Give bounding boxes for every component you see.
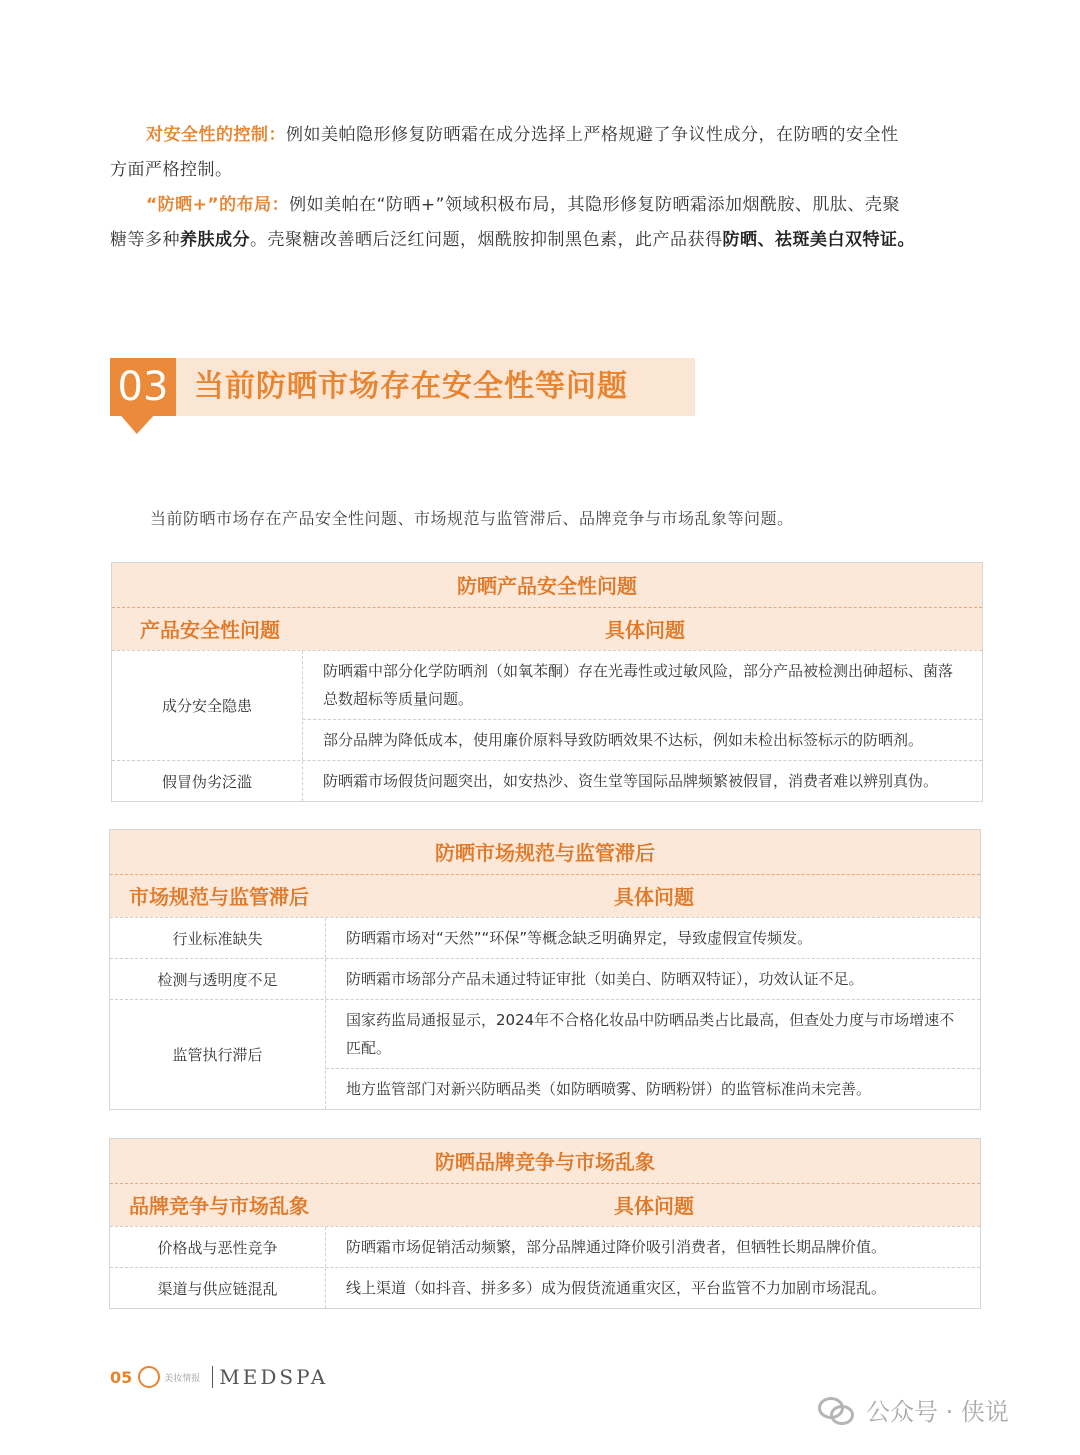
table-caption: 防晒产品安全性问题 [112,563,982,608]
table-row [110,1267,980,1308]
intro-bold-2: 防晒、祛斑美白双特证。 [722,230,915,250]
detail-item: 防晒霜市场对“天然”“环保”等概念缺乏明确界定，导致虚假宣传频发。 [346,929,813,947]
detail-item: 防晒霜中部分化学防晒剂（如氧苯酮）存在光毒性或过敏风险，部分产品被检测出砷超标、菌落总数超标等质量问题。 [323,662,954,708]
table-row [110,917,980,958]
intro-label-safety: 对安全性的控制： [146,125,286,145]
intro-text [110,118,990,258]
page-number: 05 [110,1367,133,1387]
row-details [303,651,982,760]
detail-item: 线上渠道（如抖音、拼多多）成为假货流通重灾区，平台监管不力加剧市场混乱。 [346,1279,887,1297]
table-header [112,608,982,650]
intro-text-2a: 例如美帕在“防晒+”领域积极布局，其隐形修复防晒霜添加烟酰胺、肌肽、壳聚 [289,195,900,215]
detail-item: 国家药监局通报显示，2024年不合格化妆品中防晒品类占比最高，但查处力度与市场增速不匹配。 [346,1011,955,1057]
brand-logo: MEDSPA [219,1365,329,1389]
intro-text-1a: 例如美帕隐形修复防晒霜在成分选择上严格规避了争议性成分，在防晒的安全性 [286,125,899,145]
row-label: 监管执行滞后 [110,1000,326,1109]
intro-paragraph-1 [110,118,990,153]
intro-bold-1: 养肤成分 [180,230,250,250]
row-label: 价格战与恶性竞争 [110,1227,326,1267]
detail-item: 部分品牌为降低成本，使用廉价原料导致防晒效果不达标，例如未检出标签标示的防晒剂。 [303,719,982,760]
table-caption: 防晒市场规范与监管滞后 [110,830,980,875]
table-caption: 防晒品牌竞争与市场乱象 [110,1139,980,1184]
row-label: 检测与透明度不足 [110,959,326,999]
column-header-category: 产品安全性问题 [140,618,280,642]
table-header [110,875,980,917]
intro-paragraph-2-cont [110,223,990,258]
watermark [818,1392,1009,1427]
table-row [112,650,982,760]
table-row [112,760,982,801]
detail-item: 防晒霜市场假货问题突出，如安热沙、资生堂等国际品牌频繁被假冒，消费者难以辨别真伪。 [323,772,939,790]
detail-item: 防晒霜市场促销活动频繁，部分品牌通过降价吸引消费者，但牺牲长期品牌价值。 [346,1238,887,1256]
table-header [110,1184,980,1226]
table-brand-competition [109,1138,981,1309]
row-label: 成分安全隐患 [112,651,303,760]
row-details [326,959,980,999]
row-label: 行业标准缺失 [110,918,326,958]
column-header-detail: 具体问题 [614,885,694,909]
wechat-icon [818,1395,856,1425]
section-number-tail [115,416,154,434]
row-details [326,1268,980,1308]
lead-text: 当前防晒市场存在产品安全性问题、市场规范与监管滞后、品牌竞争与市场乱象等问题。 [150,509,794,528]
column-header-category: 品牌竞争与市场乱象 [129,1194,309,1218]
row-details [326,918,980,958]
column-header-detail: 具体问题 [605,618,685,642]
table-row [110,958,980,999]
detail-item: 防晒霜市场部分产品未通过特证审批（如美白、防晒双特证），功效认证不足。 [346,970,864,988]
table-row [110,1226,980,1267]
section-number: 03 [110,358,176,416]
intro-paragraph-1-cont [110,153,990,188]
row-details [303,761,982,801]
logo-q-icon [138,1366,160,1388]
intro-text-2b: 糖等多种 [110,230,180,250]
intro-text-1b: 方面严格控制。 [110,160,233,180]
row-label: 假冒伪劣泛滥 [112,761,303,801]
detail-item: 地方监管部门对新兴防晒品类（如防晒喷雾、防晒粉饼）的监管标准尚未完善。 [326,1068,980,1109]
section-title: 当前防晒市场存在安全性等问题 [194,369,628,404]
row-details [326,1227,980,1267]
row-details [326,1000,980,1109]
row-label: 渠道与供应链混乱 [110,1268,326,1308]
column-header-category: 市场规范与监管滞后 [129,885,309,909]
column-header-detail: 具体问题 [614,1194,694,1218]
footer-divider [212,1366,213,1388]
logo-small-text: 美妆情报 [164,1373,201,1384]
table-market-regulation [109,829,981,1110]
watermark-text: 公众号 · 侠说 [866,1398,1009,1426]
section-header [110,358,695,416]
intro-paragraph-2 [110,188,990,223]
intro-label-layout: “防晒+”的布局： [146,195,290,215]
table-row [110,999,980,1109]
intro-text-2c: 。壳聚糖改善晒后泛红问题，烟酰胺抑制黑色素，此产品获得 [250,230,723,250]
table-product-safety [111,562,983,802]
page-footer [110,1362,328,1392]
